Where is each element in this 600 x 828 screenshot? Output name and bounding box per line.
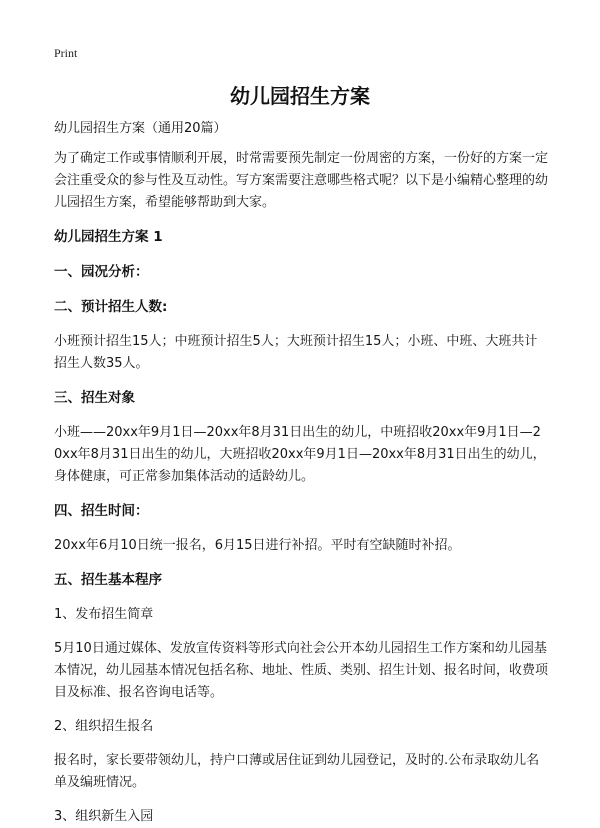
section-title: 幼儿园招生方案 1 <box>54 229 163 245</box>
heading-enrollment-count: 二、预计招生人数: <box>54 299 168 315</box>
heading-enrollment-target: 三、招生对象 <box>54 390 135 406</box>
step-new-student-admission: 3、组织新生入园 <box>54 809 154 824</box>
document-title: 幼儿园招生方案 <box>230 84 370 108</box>
document-body <box>54 118 548 828</box>
heading-campus-analysis: 一、园况分析： <box>54 264 149 280</box>
enrollment-target-paragraph: 小班——20xx年9月1日—20xx年8月31日出生的幼儿，中班招收20xx年9月1日—20xx年8月31日出生的幼儿，大班招收20xx年9月1日—20xx年8月31日出生的幼儿，身体健康，可正常参加集体活动的适龄幼儿。 <box>54 425 546 484</box>
heading-enrollment-procedure: 五、招生基本程序 <box>54 572 162 588</box>
print-link[interactable]: Print <box>54 46 78 60</box>
document-subtitle: 幼儿园招生方案（通用20篇） <box>54 121 227 136</box>
intro-paragraph: 为了确定工作或事情顺利开展，时常需要预先制定一份周密的方案，一份好的方案一定会注重受众的参与性及互动性。写方案需要注意哪些格式呢？以下是小编精心整理的幼儿园招生方案，希望能够帮助到大家。 <box>54 151 549 210</box>
step-organize-registration: 2、组织招生报名 <box>54 719 154 734</box>
registration-paragraph: 报名时，家长要带领幼儿，持户口薄或居住证到幼儿园登记，及时的.公布录取幼儿名单及编班情况。 <box>54 753 540 790</box>
heading-enrollment-time: 四、招生时间： <box>54 503 149 519</box>
enrollment-count-paragraph: 小班预计招生15人；中班预计招生5人；大班预计招生15人；小班、中班、大班共计招生人数35人。 <box>54 334 538 371</box>
publish-brochure-paragraph: 5月10日通过媒体、发放宣传资料等形式向社会公开本幼儿园招生工作方案和幼儿园基本情况，幼儿园基本情况包括名称、地址、性质、类别、招生计划、报名时间，收费项目及标准、报名咨询电话等。 <box>54 641 549 700</box>
step-publish-brochure: 1、发布招生简章 <box>54 607 154 622</box>
enrollment-time-paragraph: 20xx年6月10日统一报名，6月15日进行补招。平时有空缺随时补招。 <box>54 538 461 553</box>
